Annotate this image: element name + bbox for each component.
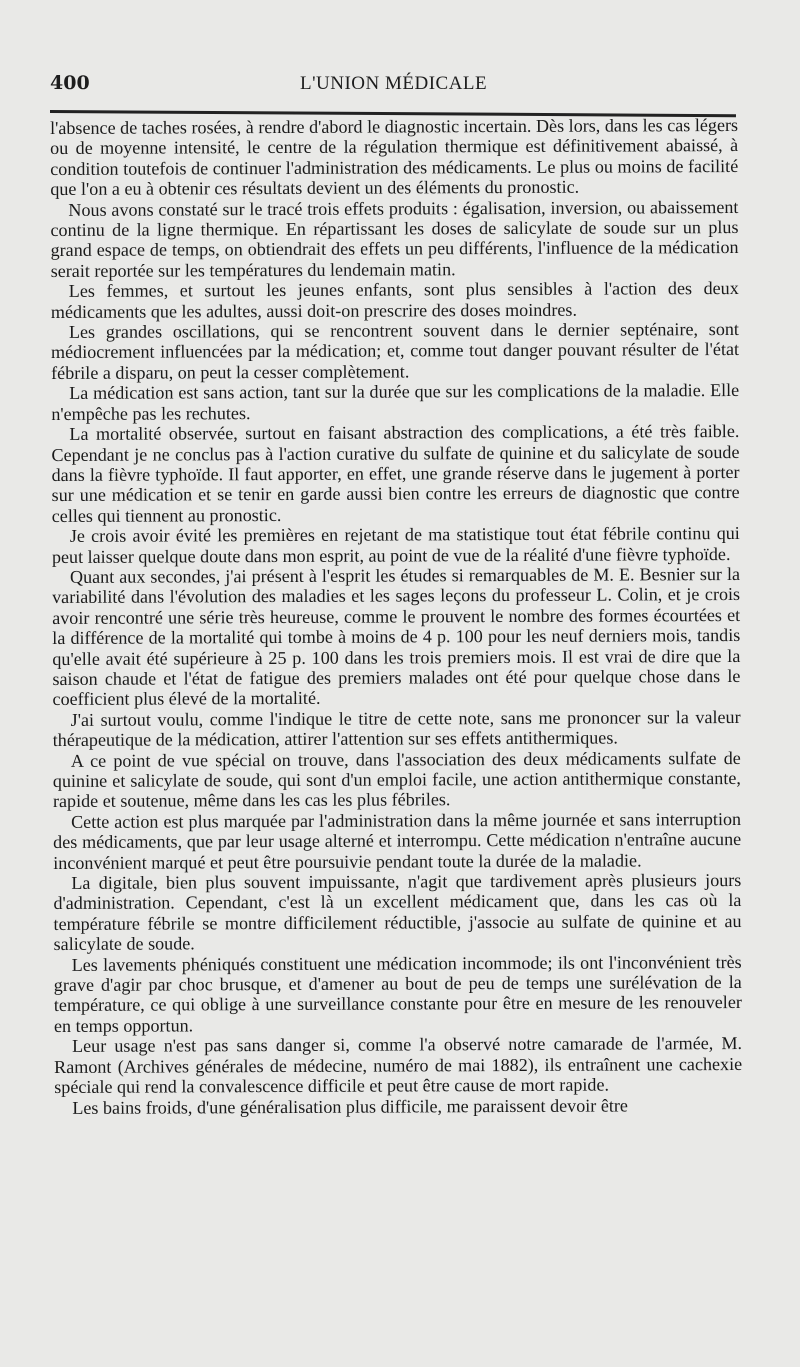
paragraph: Leur usage n'est pas sans danger si, comme l'a observé notre camarade de l'armée, M. Ramont (Archives générales de médecine, numéro de mai 1882), ils entraînent une cachexie spéciale qui rend la convalescence difficile et peut être cause de mort rapide.: [54, 1033, 743, 1098]
article-body: [50, 115, 742, 1118]
paragraph: Les grandes oscillations, qui se rencontrent souvent dans le dernier septénaire, sont médiocrement influencées par la médication; et, comme tout danger pouvant résulter de l'état fébrile a disparu, on peut la cesser complètement.: [50, 319, 740, 383]
page-number: 400: [50, 72, 90, 94]
running-title: L'UNION MÉDICALE: [300, 73, 488, 94]
paragraph: Quant aux secondes, j'ai présent à l'esprit les études si remarquables de M. E. Besnier sur la variabilité dans l'évolution des maladies et les sages leçons du professeur L. Colin, et je crois avoir rencontré une série très heureuse, comme le prouvent le nombre des formes écourtées et la différence de la mortalité qui tombe à moins de 4 p. 100 pour les neuf derniers mois, tandis qu'elle avait été supérieure à 25 p. 100 dans les trois premiers mois. Il est vrai de dire que la saison chaude et l'état de fatigue des premiers malades ont été pour quelque chose dans le coefficient plus élevé de la mortalité.: [52, 563, 741, 710]
paragraph: La mortalité observée, surtout en faisant abstraction des complications, a été très faible. Cependant je ne conclus pas à l'action curative du sulfate de quinine et du salicylate de soude dans la fièvre typhoïde. Il faut apporter, en effet, une grande réserve dans le jugement à porter sur une médication et se tenir en garde aussi bien contre les erreurs de diagnostic que contre celles qui tiennent au pronostic.: [51, 421, 740, 526]
paragraph: Les femmes, et surtout les jeunes enfants, sont plus sensibles à l'action des deux médicaments que les adultes, aussi doit-on prescrire des doses moindres.: [50, 278, 739, 322]
paragraph: Les lavements phéniqués constituent une médication incommode; ils ont l'inconvénient très grave d'agir par choc brusque, et d'amener au bout de peu de temps une surélévation de la température, ce qui oblige à une surveillance constante pour être en mesure de les renouveler en temps opportun.: [53, 951, 742, 1036]
paragraph: Je crois avoir évité les premières en rejetant de ma statistique tout état fébrile continu qui peut laisser quelque doute dans mon esprit, au point de vue de la réalité d'une fièvre typhoïde.: [51, 523, 740, 567]
paragraph: La médication est sans action, tant sur la durée que sur les complications de la maladie. Elle n'empêche pas les rechutes.: [51, 380, 740, 424]
paragraph: La digitale, bien plus souvent impuissante, n'agit que tardivement après plusieurs jours d'administration. Cependant, c'est là un excellent médicament que, dans les cas où la température fébrile se montre difficilement réductible, j'associe au sulfate de quinine et au salicylate de soude.: [53, 870, 742, 955]
paragraph: Nous avons constaté sur le tracé trois effets produits : égalisation, inversion, ou abaissement continu de la ligne thermique. En répartissant les doses de salicylate de soude sur un plus grand espace de temps, on obtiendrait des effets un peu différents, l'influence de la médication serait reportée sur les températures du lendemain matin.: [50, 196, 739, 281]
page-header: [50, 72, 740, 104]
paragraph: Les bains froids, d'une généralisation plus difficile, me paraissent devoir être: [72, 1094, 628, 1118]
paragraph: l'absence de taches rosées, à rendre d'abord le diagnostic incertain. Dès lors, dans les cas légers ou de moyenne intensité, le centre de la régulation thermique est définitivement abaissé, à condition toutefois de continuer l'administration des médicaments. Le plus ou moins de facilité que l'on a eu à obtenir ces résultats devient un des éléments du pronostic.: [50, 114, 739, 200]
paragraph: J'ai surtout voulu, comme l'indique le titre de cette note, sans me prononcer sur la valeur thérapeutique de la médication, attirer l'attention sur ses effets antithermiques.: [52, 706, 741, 751]
paragraph: A ce point de vue spécial on trouve, dans l'association des deux médicaments sulfate de quinine et salicylate de soude, qui sont d'un emploi facile, une action antithermique constante, rapide et soutenue, même dans les cas les plus fébriles.: [52, 747, 741, 812]
paragraph: Cette action est plus marquée par l'administration dans la même journée et sans interruption des médicaments, que par leur usage alterné et interrompu. Cette médication n'entraîne aucune inconvénient marqué et peut être poursuivie pendant toute la durée de la maladie.: [53, 808, 742, 873]
